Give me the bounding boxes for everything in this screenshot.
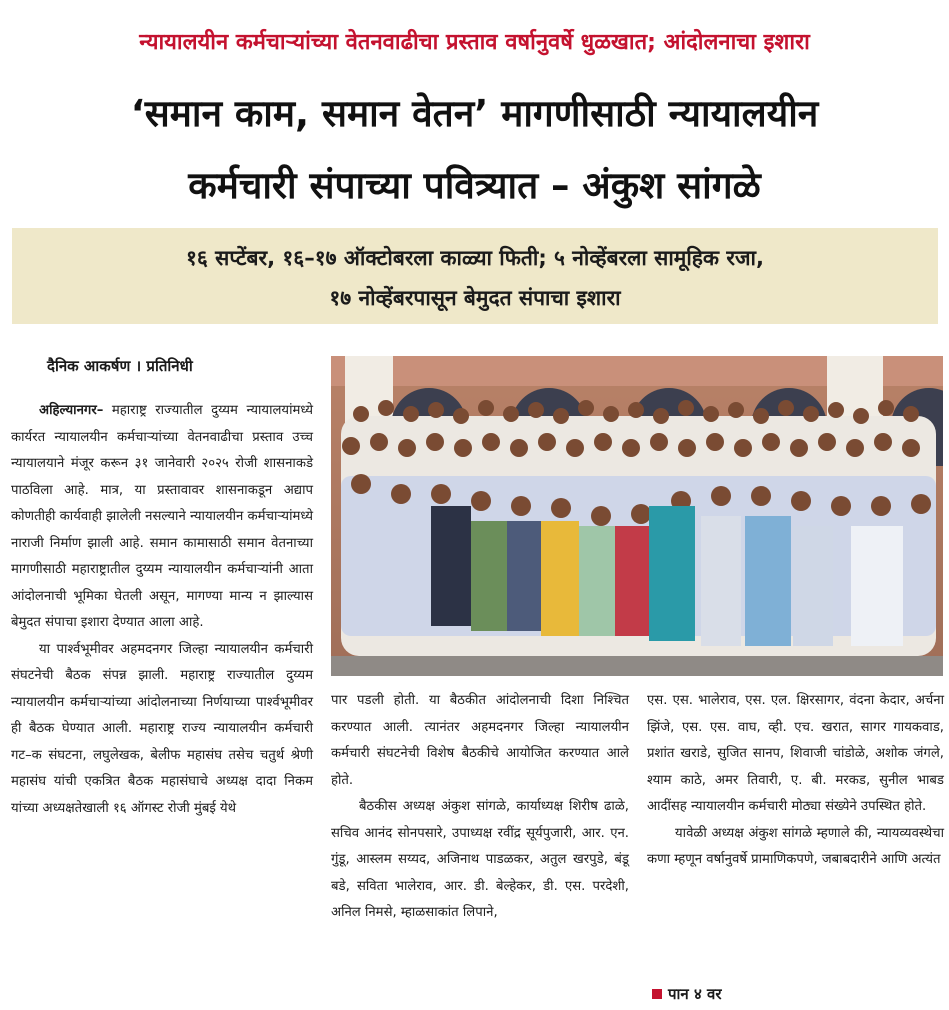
dateline-place: अहिल्यानगर–: [39, 403, 104, 418]
article-column-2: [331, 688, 629, 927]
article-column-1: [11, 398, 313, 822]
kicker: न्यायालयीन कर्मचाऱ्यांच्या वेतनवाढीचा प्रस्ताव वर्षानुवर्षे धुळखात; आंदोलनाचा इशारा: [139, 30, 810, 55]
subhead-box: [12, 228, 938, 324]
article-paragraph-2: या पार्श्वभूमीवर अहमदनगर जिल्हा न्यायालयीन कर्मचारी संघटनेची बैठक संपन्न झाली. महाराष्ट्र राज्यातील दुय्यम न्यायालयीन कर्मचाऱ्यांच्या आंदोलनाच्या निर्णयाच्या पार्श्वभूमीवर ही बैठक घेण्यात आली. महाराष्ट्र राज्य न्यायालयीन कर्मचारी गट–क संघटना, लघुलेखक, बेलीफ महासंघ तसेच चतुर्थ श्रेणी महासंघ यांची एकत्रित बैठक महासंघाचे अध्यक्ष दादा निकम यांच्या अध्यक्षतेखाली १६ ऑगस्ट रोजी मुंबई येथे: [11, 641, 313, 816]
group-photo-image: [331, 356, 943, 676]
red-square-icon: [652, 989, 662, 999]
byline: दैनिक आकर्षण । प्रतिनिधी: [47, 357, 193, 375]
continued-label: पान ४ वर: [668, 985, 722, 1003]
subhead-line2: १७ नोव्हेंबरपासून बेमुदत संपाचा इशारा: [329, 286, 621, 310]
article-paragraph-1-text: महाराष्ट्र राज्यातील दुय्यम न्यायालयांमध्ये कार्यरत न्यायालयीन कर्मचाऱ्यांच्या वेतनवाढीचा प्रस्ताव उच्च न्यायालयाने मंजूर करून ३१ जानेवारी २०२५ रोजी शासनाकडे पाठविला आहे. मात्र, या प्रस्तावावर शासनाकडून अद्याप कोणतीही कार्यवाही झालेली नसल्याने न्यायालयीन कर्मचाऱ्यांमध्ये नाराजी निर्माण झाली आहे. समान कामासाठी समान वेतनाच्या मागणीसाठी महाराष्ट्रातील दुय्यम न्यायालयीन कर्मचाऱ्यांनी आता आंदोलनाची भूमिका घेतली असून, मागण्या मान्य न झाल्यास बेमुदत संपाचा इशारा देण्यात आला आहे.: [11, 403, 313, 630]
article-paragraph-1: [11, 398, 313, 637]
group-photo: [331, 356, 943, 676]
headline-line2: कर्मचारी संपाच्या पवित्र्यात – अंकुश सांगळे: [188, 164, 761, 207]
headline-line1: ‘समान काम, समान वेतन’ मागणीसाठी न्यायालयीन: [130, 92, 819, 135]
article-paragraph-3: पार पडली होती. या बैठकीत आंदोलनाची दिशा निश्चित करण्यात आली. त्यानंतर अहमदनगर जिल्हा न्यायालयीन कर्मचारी संघटनेची विशेष बैठकीचे आयोजित करण्यात आले होते.: [331, 693, 629, 788]
continued-on-page: [652, 984, 721, 1004]
article-paragraph-4: बैठकीस अध्यक्ष अंकुश सांगळे, कार्याध्यक्ष शिरीष ढाळे, सचिव आनंद सोनपसारे, उपाध्यक्ष रवींद्र सूर्यपुजारी, आर. एन. गुंडू, आस्लम सय्यद, अजिनाथ पाडळकर, अतुल खरपुडे, बंडू बडे, सविता भालेराव, आर. डी. बेल्हेकर, डी. एस. परदेशी, अनिल निमसे, म्हाळसाकांत लिपाने,: [331, 799, 629, 920]
article-paragraph-6: यावेळी अध्यक्ष अंकुश सांगळे म्हणाले की, न्यायव्यवस्थेचा कणा म्हणून वर्षानुवर्षे प्रामाणिकपणे, जबाबदारीने आणि अत्यंत: [647, 825, 944, 867]
article-paragraph-5: एस. एस. भालेराव, एस. एल. क्षिरसागर, वंदना केदार, अर्चना झिंजे, एस. एस. वाघ, व्ही. एच. खरात, सागर गायकवाड, प्रशांत खराडे, सुजित सानप, शिवाजी चांडोळे, अशोक जंगले, श्याम काठे, अमर तिवारी, ए. बी. मरकड, सुनील भाबड आदींसह न्यायालयीन कर्मचारी मोठ्या संख्येने उपस्थित होते.: [647, 693, 944, 814]
headline: [10, 78, 939, 222]
article-column-3: [647, 688, 944, 874]
subhead-line1: १६ सप्टेंबर, १६–१७ ऑक्टोबरला काळ्या फिती; ५ नोव्हेंबरला सामूहिक रजा,: [186, 246, 764, 270]
